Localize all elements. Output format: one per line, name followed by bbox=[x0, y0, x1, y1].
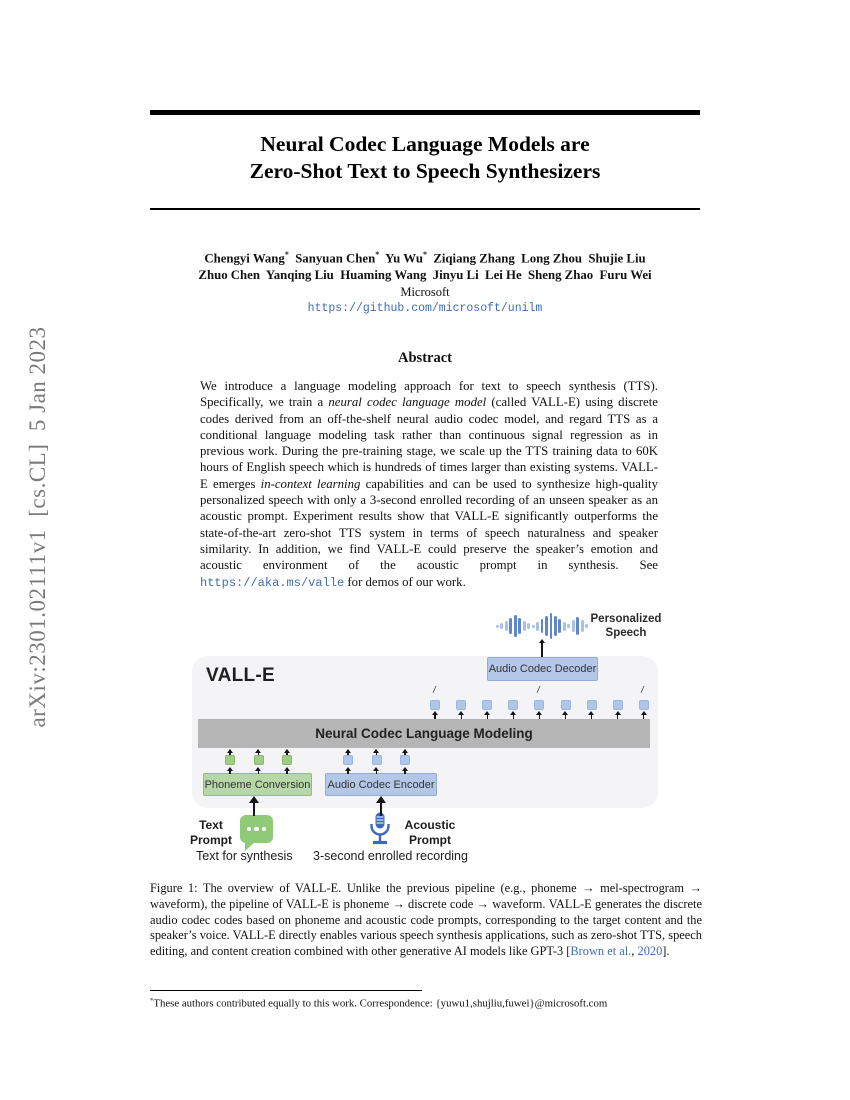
author-block bbox=[150, 247, 700, 315]
ellipsis-slash: / bbox=[431, 684, 437, 697]
arrow-shaft bbox=[591, 714, 592, 719]
arrow-shaft bbox=[513, 714, 514, 719]
acoustic-prompt-label: Acoustic Prompt bbox=[404, 818, 456, 847]
arrow-head bbox=[615, 711, 621, 715]
waveform-bar bbox=[509, 618, 512, 634]
neural-codec-lm-bar: Neural Codec Language Modeling bbox=[198, 719, 650, 748]
author-line-1 bbox=[150, 247, 700, 267]
waveform-icon bbox=[495, 611, 589, 641]
waveform-bar bbox=[496, 625, 499, 628]
arrow-head bbox=[536, 711, 542, 715]
arrow-shaft bbox=[434, 714, 435, 719]
waveform-bar bbox=[527, 623, 530, 629]
arrow-head bbox=[641, 711, 647, 715]
text-segment: We introduce a language modeling approach for text to speech synthesis (TTS). Specifically, we train a bbox=[200, 379, 658, 410]
text-segment: * bbox=[422, 250, 427, 259]
project-url-link[interactable]: https://github.com/microsoft/unilm bbox=[307, 302, 543, 316]
text-segment: Zhuo Chen Yanqing Liu Huaming Wang Jinyu Li Lei He Sheng Zhao Furu Wei bbox=[198, 267, 652, 282]
figure-caption bbox=[150, 881, 702, 960]
text-segment: Yu Wu bbox=[379, 251, 423, 266]
text-segment: (called VALL-E) using discrete codes derived from an off-the-shelf neural audio codec model, and regard TTS as a conditional language modeling task rather than continuous signal regression as in previous work. During the pre-training stage, we scale up the TTS training data to 60K hours of English speech which is hundreds of times larger than existing systems. VALL-E emerges bbox=[200, 395, 658, 491]
arrow-shaft bbox=[539, 714, 540, 719]
text-segment: , bbox=[631, 944, 638, 959]
waveform-bar bbox=[563, 622, 566, 631]
arrow-head bbox=[376, 796, 386, 803]
phoneme-token bbox=[282, 755, 292, 765]
arrow-head bbox=[345, 767, 351, 771]
waveform-bar bbox=[505, 621, 508, 631]
paper-title bbox=[150, 131, 700, 185]
arrow-head bbox=[588, 711, 594, 715]
citation-link[interactable]: Brown et al. bbox=[570, 944, 632, 959]
text-segment: These authors contributed equally to this work. Correspondence: {yuwu1,shujliu,fuwei}@microsoft.com bbox=[153, 997, 608, 1010]
audio-codec-encoder-box: Audio Codec Encoder bbox=[325, 773, 437, 796]
phoneme-token bbox=[254, 755, 264, 765]
waveform-bar bbox=[518, 618, 521, 634]
acoustic-code-token bbox=[430, 700, 440, 710]
bubble-dot bbox=[254, 827, 259, 832]
affiliation: Microsoft bbox=[400, 285, 450, 300]
speech-bubble-icon bbox=[240, 815, 273, 843]
citation-link[interactable]: 2020 bbox=[637, 944, 663, 959]
abstract-body bbox=[200, 378, 658, 591]
figure-diagram bbox=[150, 600, 700, 876]
acoustic-code-token bbox=[534, 700, 544, 710]
arrow-head bbox=[373, 749, 379, 753]
arrow-shaft bbox=[347, 770, 348, 774]
arrow-head bbox=[249, 796, 259, 803]
waveform-bar bbox=[541, 619, 544, 633]
waveform-bar bbox=[545, 616, 548, 636]
bubble-dot bbox=[247, 827, 252, 832]
audio-input-caption: 3-second enrolled recording bbox=[313, 849, 468, 863]
text-segment: ]. bbox=[662, 944, 670, 959]
acoustic-code-token bbox=[561, 700, 571, 710]
arrow-head bbox=[458, 711, 464, 715]
bubble-dot bbox=[262, 827, 267, 832]
microphone-icon bbox=[366, 811, 394, 854]
arrow-head bbox=[562, 711, 568, 715]
arrow-shaft bbox=[617, 714, 618, 719]
text-segment: * bbox=[375, 250, 380, 259]
text-segment: Figure 1: The overview of VALL-E. Unlike the previous pipeline (e.g., phoneme → mel-spectrogram → waveform), the pipeline of VALL-E is phoneme → discrete code → waveform. VALL-E generates the discrete audio codec codes based on phoneme and acoustic code prompts, corresponding to the target content and the speaker’s voice. VALL-E directly enables various speech synthesis applications, such as zero-shot TTS, speech editing, and content creation combined with other generative AI models like GPT-3 [ bbox=[150, 881, 702, 959]
arrow-shaft bbox=[404, 770, 405, 774]
waveform-bar bbox=[514, 615, 517, 637]
arrow-shaft bbox=[229, 770, 230, 774]
arrow-head bbox=[510, 711, 516, 715]
acoustic-code-token bbox=[613, 700, 623, 710]
arrow-head bbox=[402, 767, 408, 771]
waveform-bar bbox=[581, 620, 584, 632]
arrow-shaft bbox=[461, 714, 462, 719]
text-segment: in-context learning bbox=[260, 476, 361, 491]
title-line-2: Zero-Shot Text to Speech Synthesizers bbox=[249, 159, 601, 183]
prompt-code-token bbox=[400, 755, 410, 765]
waveform-bar bbox=[500, 623, 503, 629]
author-line-2 bbox=[150, 267, 700, 284]
text-segment: for demos of our work. bbox=[344, 574, 466, 589]
arxiv-watermark: arXiv:2301.02111v1 [cs.CL] 5 Jan 2023 bbox=[25, 326, 50, 728]
text-segment: neural codec language model bbox=[328, 395, 487, 410]
arrow-head bbox=[255, 749, 261, 753]
arrow-head bbox=[227, 749, 233, 753]
waveform-bar bbox=[572, 620, 575, 632]
text-segment: Chengyi Wang bbox=[204, 251, 285, 266]
waveform-bar bbox=[536, 622, 539, 631]
title-rule-top bbox=[150, 110, 700, 115]
text-segment: * bbox=[150, 997, 154, 1004]
footnote bbox=[150, 994, 702, 1011]
text-input-caption: Text for synthesis bbox=[196, 849, 293, 863]
arrow-shaft bbox=[376, 770, 377, 774]
acoustic-code-token bbox=[482, 700, 492, 710]
inline-url-link[interactable]: https://aka.ms/valle bbox=[200, 575, 345, 590]
waveform-bar bbox=[532, 625, 535, 628]
arrow-shaft bbox=[643, 714, 644, 719]
waveform-bar bbox=[567, 624, 570, 628]
arrow-head bbox=[432, 711, 438, 715]
arrow-head bbox=[284, 749, 290, 753]
acoustic-code-token bbox=[508, 700, 518, 710]
abstract-heading: Abstract bbox=[398, 350, 452, 366]
waveform-bar bbox=[523, 621, 526, 631]
arrow-shaft bbox=[286, 770, 287, 774]
arrow-head bbox=[345, 749, 351, 753]
text-segment: Sanyuan Chen bbox=[288, 251, 376, 266]
arrow-shaft bbox=[487, 714, 488, 719]
arrow-shaft bbox=[258, 770, 259, 774]
arrow-shaft bbox=[541, 643, 542, 658]
waveform-bar bbox=[554, 616, 557, 636]
arrow-shaft bbox=[565, 714, 566, 719]
text-segment: Ziqiang Zhang Long Zhou Shujie Liu bbox=[426, 251, 646, 266]
arrow-head bbox=[373, 767, 379, 771]
waveform-bar bbox=[550, 613, 553, 639]
title-rule-bottom bbox=[150, 208, 700, 210]
arrow-head bbox=[255, 767, 261, 771]
ellipsis-slash: / bbox=[536, 684, 541, 697]
acoustic-code-token bbox=[639, 700, 649, 710]
text-prompt-label: Text Prompt bbox=[190, 818, 232, 847]
phoneme-conversion-box: Phoneme Conversion bbox=[203, 773, 312, 796]
system-name-label: VALL-E bbox=[206, 665, 275, 686]
personalized-speech-label: Personalized Speech bbox=[590, 613, 662, 639]
arrow-head bbox=[227, 767, 233, 771]
acoustic-code-token bbox=[587, 700, 597, 710]
arrow-head bbox=[539, 639, 545, 643]
arrow-head bbox=[484, 711, 490, 715]
text-segment: capabilities and can be used to synthesize high-quality personalized speech with only a 3-second enrolled recording of an unseen speaker as an acoustic prompt. Experiment results show that VALL-E significantly outperforms the state-of-the-art zero-shot TTS system in terms of speech naturalness and speaker similarity. In addition, we find VALL-E could preserve the speaker’s emotion and acoustic environment of the acoustic prompt in synthesis. See bbox=[200, 476, 658, 573]
phoneme-token bbox=[225, 755, 235, 765]
ellipsis-slash: / bbox=[640, 684, 645, 697]
arrow-head bbox=[402, 749, 408, 753]
title-line-1: Neural Codec Language Models are bbox=[260, 132, 590, 156]
audio-codec-decoder-box: Audio Codec Decoder bbox=[487, 657, 598, 681]
arrow-head bbox=[284, 767, 290, 771]
waveform-bar bbox=[558, 619, 561, 633]
prompt-code-token bbox=[372, 755, 382, 765]
prompt-code-token bbox=[343, 755, 353, 765]
text-segment: * bbox=[284, 250, 289, 259]
waveform-bar bbox=[576, 617, 579, 635]
acoustic-code-token bbox=[456, 700, 466, 710]
footnote-rule bbox=[150, 990, 422, 991]
